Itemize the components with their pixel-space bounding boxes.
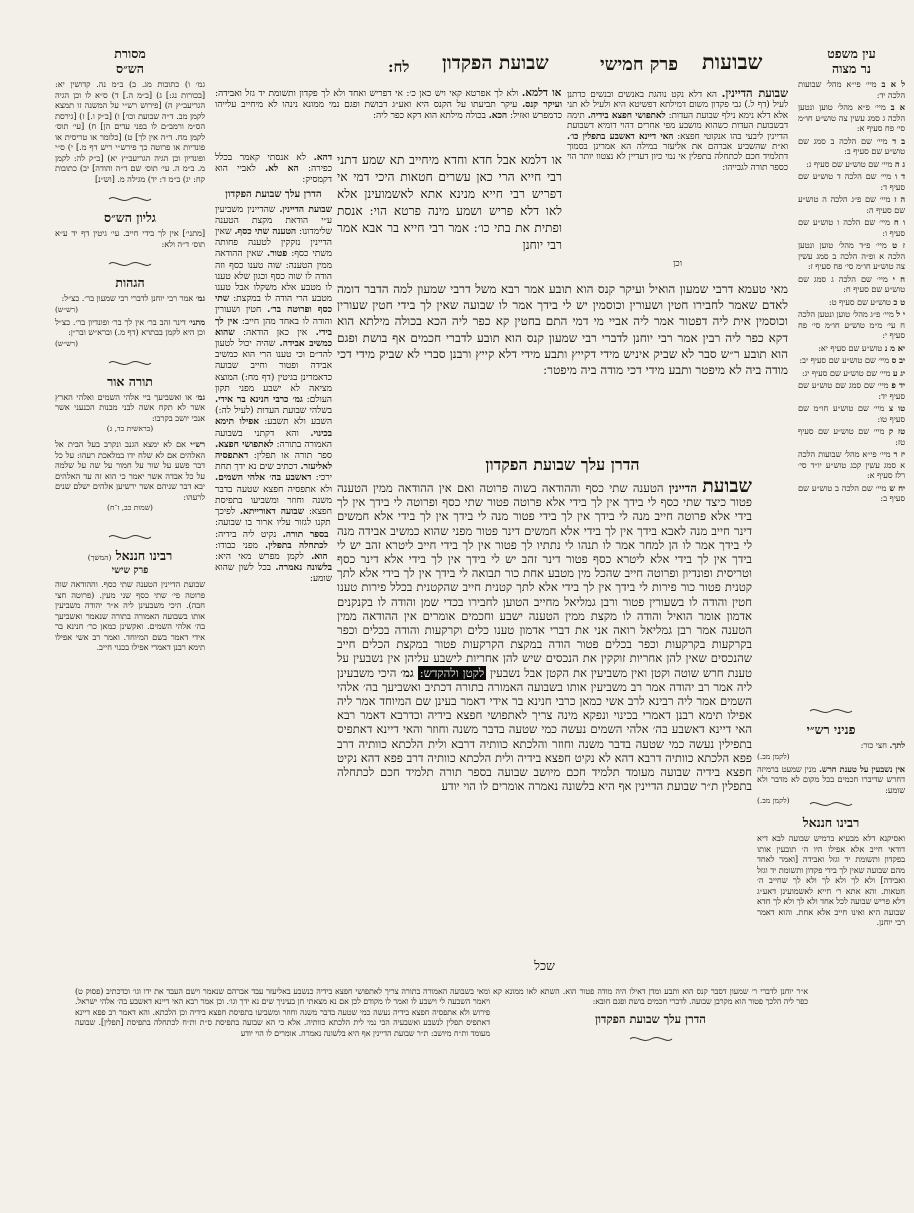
- ein-mishpat-entry: יב ס מיי׳ שם טוש״ע שם סעיף יב:: [799, 355, 905, 365]
- mishnah-gemara-ch6: [337, 475, 753, 957]
- torah-or-cite: (בראשית כד, ג): [106, 424, 154, 433]
- hadran-bottom-heading: הדרן עלך שבועת הפקדון: [595, 1011, 706, 1026]
- rashi-dibbur: לכתחלה בתפלין. מפני כבודו:: [215, 539, 328, 551]
- tosafot-dibbur: האי דיינא דאשבע בתפלין כו׳. וא״ת שהשביע אברהם את אליעזר במילה הא אמרינן בסמוך דתלמיד חכם לכתחלה בתפלין אי נמי כיון דעדיין לא נצטוו יותר הוי כספר תורה לגבייהו:: [567, 131, 788, 173]
- peninei-rashi-cite: (לקמן מב.): [757, 796, 790, 805]
- rashi-dibbur: או דלמא. ולא לך אפרטא קאי ויש כאן כ׳: אי דפריש ואחד ולא לך פקדון ותשומת יד גזל ואבידה:: [215, 87, 562, 99]
- ein-mishpat-entry: טז ק מיי׳ שם טוש״ע שם סעיף טז:: [798, 426, 906, 447]
- rashi-dibbur: דהא. לא אנסתי קאמר בכלל כפירה:: [215, 152, 333, 175]
- gemara-ch5-narrow: או דלמא אבל חדא וחדא מיחייב תא שמע דתני רבי חייא הרי כאן עשרים חטאות היכי דמי אי דפריש רבי חייא מנינא אתא לאשמועינן אלא לאו דלא פריש ושמע מינה פרטא הוי: אנסת ופתית את בתי כו׳: אמר רבי חייא בר אבא אמר רבי יוחנן: [337, 153, 562, 252]
- ein-mishpat-entry: ג ה מיי׳ שם טוש״ע שם סעיף ג:: [805, 158, 905, 169]
- rashi-dibbur: הטענה שתי כסף. שאין הדיינין נזקקין לטענה פחותה משתי כסף:: [215, 226, 332, 260]
- ein-mishpat-entry: י ל מיי׳ פ״ג מהל׳ טוען ונטען הלכה ח עי׳ מ״מ טוש״ע חו״מ סי׳ פח סעיף י:: [798, 309, 906, 340]
- ein-mishpat-entry: ד ו מיי׳ שם הלכה ד טוש״ע שם סעיף ד:: [798, 171, 905, 192]
- ein-mishpat-entry: יד פ מיי׳ שם סמג שם טוש״ע שם סעיף יד:: [798, 380, 905, 401]
- rach-hemshech-text: שבועת הדיינין הטענה שתי כסף. וההודאה שוה פרוטה פי׳ שתי כסף שני מעין. (פרוטה חצי חבה). היכי משבעינן ליה א״ר יהודה משביעין אותו בשבועה האמורה בתורה שנאמר ואשביעך בה׳ אלהי השמים. ואקשינן כמאן כר׳ חנינא בר אידי דאמר בשם המיוחד. ואמר רב אשי אפילו תימא רבנן דאמרי אפילו בכנוי חייב.: [55, 579, 205, 652]
- hagahot-cite: (רש״ש): [55, 304, 79, 314]
- mishnah-opening-word2: הדיינין: [668, 481, 697, 495]
- ein-mishpat-entry: יז ר מיי׳ פי״א מהל׳ שבועות הלכה א סמג עשין קכג טוש״ע יו״ד סי׳ רלז סעיף א:: [798, 449, 905, 480]
- chapter-number-header: פרק חמישי: [600, 54, 679, 75]
- mesoret-hashas-text: גמ׳ ו) כתובות מג. ב) ב״מ נה. קדושין יא: [בכורות נג:] ג) [ב״מ ה.] ד) ס״א לו וכן הגיה הגריעב״ץ ה) [פירוש רש״י על המשנה זו תמצא לקמן מב. ד״ה שבועת וכו׳] ו) [ב״ק ו.] ז) [גירסת הס״מ ורמב״ם לו בפני עדים הן] ח) [עי׳ תוס׳ לקמן מח. ד״ה אין לך] ט) [כלומר או טריסית או פונדיות או פרוטה כך פירש״י ריש דף מ.] י) ס״י ופונדיון וכן הגיה הגריעב״ץ יא) [ב״ק לה: לקמן מ. ב״מ ה. עי׳ תוס׳ שם ד״ה והודה] יב) כתובות קח: יג) ב״מ ד: יד) מגילה מ. [וש״נ]: [55, 79, 205, 184]
- ein-mishpat-entry: ב ד מיי׳ שם הלכה ב סמג שם טוש״ע שם סעיף ב:: [798, 135, 905, 156]
- rashi-dibbur: דאשבע בה׳ אלהי השמים. ולא אתפסיה חפצא שטעה בדבר משנה וחוזר ומשביעו בתפיסת חפצא:: [215, 472, 332, 518]
- rashi-verses-text: רש״י אם לא ימצא הגנב ונקרב בעל הבית אל האלהים אם לא שלח ידו במלאכת רעהו: על כל דבר פשע על שור על חמור על שה על שלמה על כל אבדה אשר יאמר כי הוא זה עד האלהים יבא דבר שניהם אשר ירשיען אלהים ישלם שנים לרעהו:: [55, 439, 205, 502]
- rach-bottom-right-text: א״ר יוחנן לדברי ר׳ שמעון דסבר קנס הוא ותבע ומדן דאילו היה מודה פטור הוא. השתא לאו ממונא קא כפר ליה הלכך פטור הוא מקרבן שבועה. לדברי חכמים בושת ופגם חובא:: [493, 987, 808, 1007]
- ein-mishpat-entry: ז ט מיי׳ פ״ד מהל׳ טוען ונטען הלכה א ופ״ה הלכה ב סמג עשין צה טוש״ע חו״מ סי׳ פח סעיף ז:: [798, 240, 905, 271]
- mishnah-body: הטענה שתי כסף וההודאה בשוה פרוטה ואם אין ההודאה ממין הטענה פטור כיצד שתי כסף לי בידך אין לך בידי אלא פרוטה פטור שתי כסף ופרוטה לי בידך אין לך בידי אלא פרוטה חייב מנה לי בידך אין לך בידי פטור מנה לי בידך אין לך בידי אלא חמשים דינר חייב מנה לאבא בידך אין לך בידי אלא חמשים דינר פטור מפני שהוא כמשיב אבידה מנה לי בידך אמר לו הן למחר אמר לו תנהו לי נתתיו לך פטור אין לך בידי חייב ליטרא זהב יש לי בידך אין לך בידי אלא ליטרא כסף פטור דינר זהב יש לי בידך אין לך בידי אלא דינר כסף וטריסית ופונדיון ופרוטה חייב שהכל מין מטבע אחת כור תבואה לי בידך אין לך בידי אלא לתך קטנית פטור כור פירות לי בידך אין לך בידי אלא לתך קטנית חייב שהקטנית בכלל פירות טענו חטין והודה לו בשעורין פטור ורבן גמליאל מחייב הטוען לחבירו בכדי שמן והודה לו בקנקנים אדמון אומר הואיל והודה לו מקצת ממין הטענה ישבע וחכמים אומרים אין ההודאה ממין הטענה אמר רבן גמליאל רואה אני את דברי אדמון טענו כלים וקרקעות והודה בכלים וכפר בקרקעות בקרקעות וכפר בכלים פטור הודה במקצת הקרקעות פטור במקצת הכלים חייב שהנכסים שאין להן אחריות זוקקין את הנכסים שיש להן אחריות לישבע עליהן אין נשבעין על טענת חרש שוטה וקטן ואין משביעין את הקטן אבל נשבעין: [337, 481, 753, 680]
- rach-hemshech-subtitle: פרק שישי: [111, 565, 149, 576]
- ein-mishpat-entry: ח י מיי׳ שם הלכה ג סמג שם טוש״ע שם סעיף ח:: [798, 273, 905, 294]
- tosafot-dibbur: לאתפושי חפצא בידיה. תימה דבשבועת העדות כשהוא מושבע מפי אחרים דהוי דומיא דשבועת הדיינין ליבעי בהו אנקוטי חפצא:: [567, 110, 788, 142]
- peninei-rashi-cite: (לקמן מב.): [757, 751, 790, 761]
- rashi-dibbur: בלשונה נאמרה. בכל לשון שהוא שומע:: [215, 562, 332, 585]
- rach-right-text: ואסיקנא דלא מבעיא ברמיש שבועה לבא דיא דודאי חייב אלא אפילו היו ה׳ תובעין אותו בפקדון ותשומת יד וגזל ואבידה [ואמר לאחד מהם שבועה שאין לך בידי פקדון ותשומת יד וגזל ואבידה] ולא לך ולא לך ולא לך שחייב ה׳ חטאות. והא אתא ר׳ חייא לאשמועינן דאע״ג דלא פריש שבועה לכל אחד ולא לך ולא לך חדא שבועה היא ואינו חייב אלא אחת. והוא דאמר רבי יוחנן.: [757, 833, 905, 927]
- section-divider-icon: [757, 700, 905, 719]
- rashi-dibbur: הא לא. לאביי הוא דקמסיק:: [215, 163, 332, 186]
- hagahot-items: [55, 293, 205, 348]
- hagahot-item: מתני׳ דינר זהב בר׳ אין לך בר׳ ופונדיון בר׳. כצ״ל וכן היא לקמן בבתרא (דף מ.) וברא״ש ובר״ן: (רש״ש): [55, 316, 205, 348]
- ein-mishpat-entry: ל א ב מיי׳ פי״א מהל׳ שבועות הלכה יד:: [798, 79, 905, 100]
- tosafot-catchword: וכן: [673, 259, 682, 269]
- gilyon-hashas-text: [מתני׳] אין לך בידי חייב. עי׳ גיטין דף יד ע״א תוס׳ ד״ה ולא:: [55, 228, 205, 249]
- peninei-rashi-item: אין נשבעין על טענת חרש. מנין שמעט ברמיזה דחרש שדיברו חכמים בכל מקום לא מדבר ולא שומע: (לקמן מב.): [757, 763, 905, 805]
- ein-mishpat-entry: ו ח מיי׳ שם הלכה ו טוש״ע שם סעיף ו:: [798, 217, 905, 238]
- daf-number: לח:: [388, 58, 410, 76]
- rashi-dibbur: ועיקר קנס. עיקר תביעתו על הקנס היא ואע״ג דבושת ופגם נמי ממונא נינהו לא מיחייב עלייהו כדמפרש ואזיל:: [215, 99, 562, 122]
- section-divider-icon: [493, 1028, 808, 1047]
- highlighted-text: לקטן ולהקדש:: [419, 665, 485, 680]
- peninei-rashi-title: פניני רש״י: [806, 722, 856, 737]
- hagahot-cite: (רש״ש): [55, 338, 79, 348]
- rashi-ch5-tail: [215, 152, 332, 186]
- left-margin-column: [55, 44, 205, 990]
- tractate-header: שבועות: [702, 49, 763, 74]
- rach-right-title: רבינו חננאל: [802, 815, 860, 830]
- section-divider-icon: [55, 253, 205, 272]
- ein-mishpat-entry: טו צ מיי׳ שם טוש״ע חו״מ שם סעיף טו:: [798, 403, 905, 424]
- tosafot-dibbur: שבועת הדיינין. הא דלא נקט נוהגת באנשים ובנשים כדתנן לעיל (דף ל.) גבי פקדון משום דמילתא דפשיטא היא ולעיל לא תני אלא דלא נימא נילף שבועת העדות:: [567, 86, 788, 121]
- torah-or-text: גמ׳ או ואשביעך ביי אלהי השמים ואלהי הארץ אשר לא תקח אשה לבני מבנות הכנעני אשר אנכי יושב בקרבו:: [55, 391, 205, 423]
- ein-mishpat-entry: ט כ טוש״ע שם סעיף ט:: [828, 296, 905, 307]
- mesoret-title-line2: הש״ס: [116, 61, 144, 76]
- mesoret-title-line1: מסורת: [114, 46, 146, 61]
- ein-mishpat-entry: ה ז מיי׳ שם פ״ג הלכה ה טוש״ע שם סעיף ה:: [798, 194, 905, 215]
- section-divider-icon: [55, 352, 205, 371]
- hagahot-item: גמ׳ אמר רבי יוחנן לדברי רבי שמעון בר׳. כצ״ל: (רש״ש): [55, 293, 205, 314]
- rashi-dibbur: שתי כסף ופרוטה בר׳. חטין ושעורין והודה לו באחד מהן חייב:: [215, 293, 332, 327]
- rashi-dibbur: שבועה דאורייתא. לפיכך תקנו לגזור עליו ארור בו שבועה:: [215, 506, 331, 529]
- rashi-column: [215, 152, 332, 962]
- rashi-top-block: [215, 88, 562, 150]
- rashi-dibbur: גמ׳ כרבי חנינא בר אידי. בשלהי שבועת העדות (לעיל לה:) השבע ולא תשבע:: [215, 394, 332, 428]
- gilyon-hashas-title: גליון הש״ס: [104, 210, 156, 225]
- rach-hemshech-suffix: (המשך): [87, 553, 112, 562]
- ein-mishpat-entry: יח ש מיי׳ שם הלכה ב טוש״ע שם סעיף ב:: [798, 482, 906, 503]
- gemara-ch6-body: היכי משבעינן ליה אמר רב יהודה אמר רב משביעין אותו בשבועה האמורה בתורה דכתיב ואשביעך בה׳ אלהי השמים אמר ליה רבינא לרב אשי כמאן כרבי חנינא בר אידי דאמר בעינן שם המיוחד אמר ליה אפילו תימא רבנן דאמרי בכינוי ונפקא מינה צריך לאתפושי חפצא בידיה וכדרבא דאמר רבא האי דיינא דאשבע בה׳ אלהי השמים נעשה כמי שטעה בדבר משנה וחוזר והאי דיינא דאתפיס בתפילין נעשה כמי שטעה בדבר משנה וחוזר והלכתא כוותיה דרבא ולית הלכתא כוותיה דרב פפא הלכתא כוותיה דרבא דהא לא נקיט חפצא בידיה ולית הלכתא כוותיה דרב פפא דהא נקיט חפצא בידיה שבועה מעומד תלמיד חכם מיושב שבועה בספר תורה תלמיד חכם לכתחלה בתפלין ת״ר שבועת הדיינין אף היא בלשונה נאמרה אומרים לו הוי יודע: [337, 665, 752, 794]
- peninei-rashi-item: לתך. חצי כור: (לקמן מב.): [757, 740, 905, 761]
- ein-mishpat-entry: א ב מיי׳ פ״א מהל׳ טוען ונטען הלכה ג סמג עשין צה טוש״ע חו״מ סי׳ פח סעיף א:: [798, 102, 905, 133]
- ein-mishpat-column: [798, 44, 905, 699]
- ein-mishpat-entry: יא מ נ טוש״ע שם סעיף יא:: [818, 342, 905, 353]
- rashi-ch6-commentary: [215, 204, 332, 585]
- section-divider-icon: [55, 188, 205, 207]
- gemara-label: גמ׳: [400, 665, 414, 680]
- mesoret-hashas-title: [55, 46, 205, 76]
- rashi-dibbur: פטור. שאין ההודאה ממין הטענה: שוה טענו כסף וזה הודה לו שוה כסף וכגון שלא טענו לו מטבע אלא משקלו אבל טענו מטבע הרי הודה לו במקצת:: [215, 248, 332, 305]
- rashi-dibbur: שבועת הדיינין. שהדיינין משביעין ע״י הודאת מקצת הטענה שלימדונו:: [215, 203, 333, 238]
- peninei-rashi-section: [757, 700, 905, 805]
- hadran-heading: הדרן עלך שבועת הפקדון: [485, 455, 640, 474]
- rashi-dibbur: שהוא כמשיב אבידה. שהיה יכול לטעון להד״ם וכי טענו הרי הוא כמשיב אבידה ופטור וחייב שבועה כדאמרינן בגיטין (דף מח:) המוצא מציאה לא ישבע מפני תקון העולם:: [215, 326, 332, 406]
- gemara-ch5-wide: מאי טעמא דרבי שמעון הואיל ועיקר קנס הוא תובע אמר רבא משל דרבי שמעון למה הדבר דומה לאדם שאמר לחבירו חטין ושעורין וכוסמין יש לי בידך אמר לו שבועה שאין לך בידי חטין שעורין וכוסמין אית ליה דפטור אמר ליה אביי מי דמי התם בחטין קא כפר ליה הכא בכולה מילתא הוא דקא כפר ליה רבין אמר רבי יוחנן לדברי רבי שמעון קנס הוא תובע לדברי חכמים אף בושת ופגם הוא תובע ר״ש סבר לא שביק איניש מידי דקייץ ותבע מידי דלא קייץ ורבנן סברי לא שביק מידי דכי מודה ביה לא מיפטר ותבע מידי דכי מודה ביה מיפטר:: [337, 282, 788, 378]
- rashi-dibbur: לאתפושי חפצא. ספר תורה או תפלין:: [215, 438, 332, 462]
- page-catchword: שכל: [534, 958, 555, 973]
- rach-hemshech-title: רבינו חננאל (המשך): [87, 548, 173, 563]
- rashi-verses-cite: (שמות כב, ז־ח): [107, 503, 153, 512]
- torah-or-title: תורה אור: [107, 373, 153, 389]
- rach-bottom-right: [493, 987, 808, 1055]
- rashi-dibbur: הכא. בכולה מילתא הוא דקא כפר ליה:: [372, 110, 508, 122]
- section-divider-icon: [757, 793, 905, 812]
- rashi-hadran-heading: הדרן עלך שבועת הפקדון: [225, 188, 322, 200]
- ein-mishpat-entries: [798, 79, 905, 504]
- tosafot-block: [567, 88, 788, 256]
- rach-right-section: [757, 793, 905, 985]
- ein-mishpat-title: [798, 46, 905, 76]
- mishnah-opening-word: שבועת: [702, 475, 753, 497]
- ein-mishpat-title-line2: נר מצוה: [832, 61, 871, 76]
- ein-mishpat-entry: יג ע מיי׳ שם טוש״ע שם סעיף יג:: [801, 367, 905, 378]
- hagahot-title: הגהות: [115, 275, 145, 290]
- rashi-dibbur: אין לך בידי. אין כאן הודאה:: [215, 315, 332, 338]
- rashi-dibbur: הוא. לקמן מפרש מאי היא:: [215, 550, 328, 562]
- section-divider-icon: [55, 526, 205, 545]
- rashi-dibbur: אפילו תימא בכינוי. והא דקתני בשבועה האמורה בתורה:: [215, 416, 332, 450]
- chapter-name-header: שבועת הפקדון: [442, 52, 549, 74]
- ein-mishpat-title-line1: עין משפט: [827, 46, 876, 61]
- rashi-dibbur: בספר תורה. נקיט ליה בידיה:: [215, 528, 329, 540]
- rach-bottom-left: ומאי בשבועה האמורה בתורה צריך לאתפושי חפצא בידיה כנשבע באליעזר עבד אברהם שנאמר וישם העבד את ידו וגו׳ וכדכתיב (פסוק ט) ויאמר השבעה לי וישבע לו ואמר לו מקודם לכן אם נא מצאתי חן בעיניך שים נא ידך וגו׳. וכן אמר רבא האי דיינא דאשבע בה׳ אלהי ישראל. פירוש ולא אתפסיה חפצא בידיה נעשה כמי שטעה בדבר משנה וחוזר ומשביעו בתפיסת חפצא בידיה וכן הלכתא. והא דאמר רב פפא דיינא דאתפיס תפלין לנשבע ואשבעיה הכי נמי לית הלכתא כוותיה. אלא כי הא שבועה בתפיסת ס״ת ות״ח לכתחלה בתפיסת [תפלין]. שבועה מעומד ות״ח מיושב: ת״ר שבועת הדיינין אף היא בלשונה נאמרה. אומרים לו הוי יודע: [75, 987, 490, 1038]
- rashi-dibbur: דאתפסיה לאליעזר. דכתיב שים נא ידך תחת ירכי:: [215, 450, 332, 484]
